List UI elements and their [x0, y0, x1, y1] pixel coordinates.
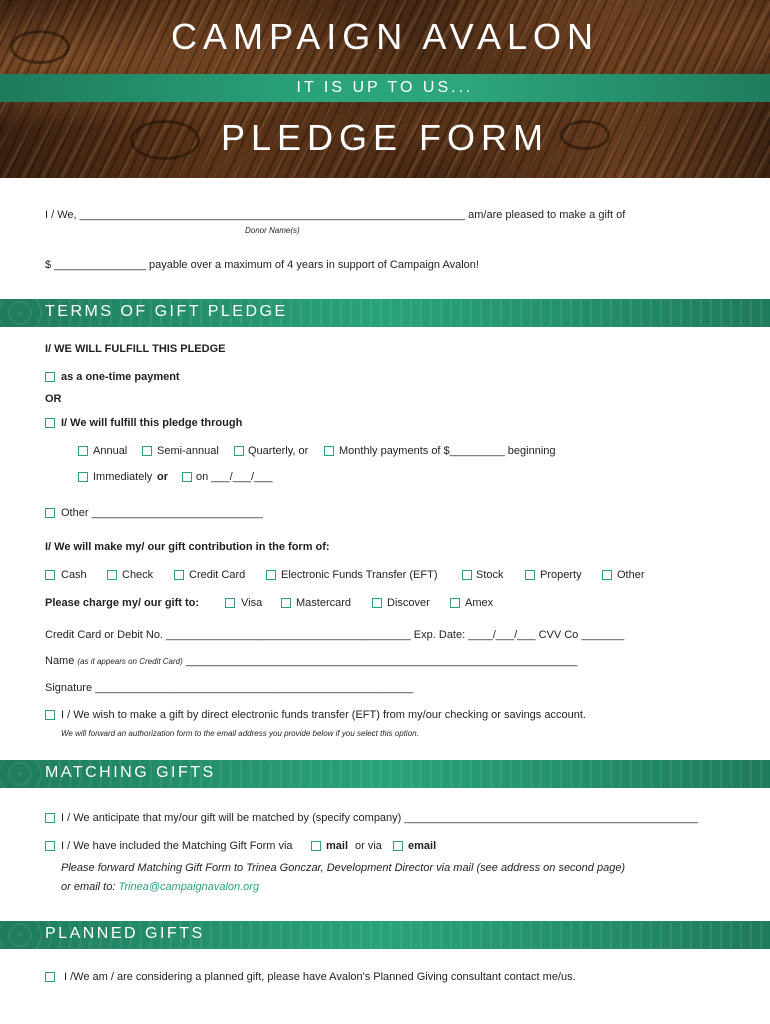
or-inline-label: or	[157, 471, 168, 483]
credit-card-checkbox[interactable]	[174, 570, 184, 580]
immediately-checkbox[interactable]	[78, 472, 88, 482]
or-via-label: or via	[355, 840, 382, 852]
monthly-label: Monthly payments of $_________ beginning	[339, 445, 556, 457]
discover-checkbox[interactable]	[372, 598, 382, 608]
installment-checkbox[interactable]	[45, 418, 55, 428]
other-form-checkbox[interactable]	[602, 570, 612, 580]
charge-label: Please charge my/ our gift to:	[45, 597, 200, 609]
quarterly-label: Quarterly, or	[248, 445, 309, 457]
tagline-band: IT IS UP TO US...	[0, 74, 770, 102]
signature-line[interactable]: Signature ____________________________________________________	[45, 682, 414, 694]
one-time-label: as a one-time payment	[61, 371, 180, 383]
matching-included-label: I / We have included the Matching Gift Form via	[61, 840, 293, 852]
visa-label: Visa	[241, 597, 263, 609]
or-email-label: or email to:	[61, 881, 116, 893]
contribution-form-heading: I/ We will make my/ our gift contribution in the form of:	[45, 541, 330, 553]
quarterly-checkbox[interactable]	[234, 446, 244, 456]
section-matching	[0, 760, 770, 788]
property-checkbox[interactable]	[525, 570, 535, 580]
or-label: OR	[45, 393, 62, 405]
immediately-label: Immediately	[93, 471, 153, 483]
header-banner	[0, 0, 770, 178]
stock-checkbox[interactable]	[462, 570, 472, 580]
other-form-label: Other	[617, 569, 645, 581]
credit-card-number-line[interactable]: Credit Card or Debit No. ________________________________________ Exp. Date: ____/___/___ CVV Co _______	[45, 629, 625, 641]
eft-checkbox[interactable]	[266, 570, 276, 580]
cardholder-name-note: (as it appears on Credit Card)	[77, 657, 183, 666]
via-email-checkbox[interactable]	[393, 841, 403, 851]
matching-email-line	[61, 881, 259, 893]
section-terms-heading: TERMS OF GIFT PLEDGE	[45, 303, 288, 320]
planned-gift-checkbox[interactable]	[45, 972, 55, 982]
property-label: Property	[540, 569, 582, 581]
via-mail-checkbox[interactable]	[311, 841, 321, 851]
cardholder-name-label: Name	[45, 655, 75, 667]
pledge-amount-line[interactable]: $ _______________ payable over a maximum of 4 years in support of Campaign Avalon!	[45, 259, 479, 271]
cardholder-name-line[interactable]	[45, 655, 577, 667]
amex-label: Amex	[465, 597, 494, 609]
eft-authorization-note: We will forward an authorization form to the email address you provide below if you select this option.	[61, 729, 419, 738]
donor-name-caption: Donor Name(s)	[245, 226, 300, 235]
via-email-label: email	[408, 840, 437, 852]
matching-anticipate-checkbox[interactable]	[45, 813, 55, 823]
check-label: Check	[122, 569, 154, 581]
contact-email-link[interactable]: Trinea@campaignavalon.org	[118, 881, 260, 893]
on-date-label: on ___/___/___	[196, 471, 273, 483]
check-checkbox[interactable]	[107, 570, 117, 580]
amex-checkbox[interactable]	[450, 598, 460, 608]
eft-authorization-label: I / We wish to make a gift by direct electronic funds transfer (EFT) from my/our checking or savings account.	[61, 709, 586, 721]
one-time-checkbox[interactable]	[45, 372, 55, 382]
annual-checkbox[interactable]	[78, 446, 88, 456]
planned-gift-label: I /We am / are considering a planned gift, please have Avalon's Planned Giving consultant contact me/us.	[64, 971, 576, 983]
other-schedule-label: Other ____________________________	[61, 507, 263, 519]
mastercard-label: Mastercard	[296, 597, 352, 609]
cash-label: Cash	[61, 569, 87, 581]
annual-label: Annual	[93, 445, 128, 457]
form-title: PLEDGE FORM	[220, 117, 550, 158]
visa-checkbox[interactable]	[225, 598, 235, 608]
stock-label: Stock	[476, 569, 504, 581]
section-planned-heading: PLANNED GIFTS	[45, 925, 205, 942]
on-date-checkbox[interactable]	[182, 472, 192, 482]
semi-annual-label: Semi-annual	[157, 445, 219, 457]
section-terms	[0, 299, 770, 327]
cash-checkbox[interactable]	[45, 570, 55, 580]
matching-anticipate-label: I / We anticipate that my/our gift will be matched by (specify company) ________________________________________________	[61, 812, 699, 824]
installment-label: I/ We will fulfill this pledge through	[61, 417, 243, 429]
campaign-title: CAMPAIGN AVALON	[170, 16, 600, 57]
donor-name-line[interactable]: I / We, _______________________________________________________________ am/are pleased to make a gift of	[45, 209, 626, 221]
cardholder-name-blank: ________________________________________________________________	[185, 655, 578, 667]
matching-included-checkbox[interactable]	[45, 841, 55, 851]
discover-label: Discover	[387, 597, 430, 609]
other-schedule-checkbox[interactable]	[45, 508, 55, 518]
section-matching-heading: MATCHING GIFTS	[45, 764, 216, 781]
monthly-checkbox[interactable]	[324, 446, 334, 456]
eft-authorization-checkbox[interactable]	[45, 710, 55, 720]
mastercard-checkbox[interactable]	[281, 598, 291, 608]
fulfill-heading: I/ WE WILL FULFILL THIS PLEDGE	[45, 343, 226, 355]
matching-forward-note: Please forward Matching Gift Form to Trinea Gonczar, Development Director via mail (see address on second page)	[61, 862, 626, 874]
eft-label: Electronic Funds Transfer (EFT)	[281, 569, 438, 581]
credit-card-label: Credit Card	[189, 569, 246, 581]
section-planned	[0, 921, 770, 949]
via-mail-label: mail	[326, 840, 349, 852]
semi-annual-checkbox[interactable]	[142, 446, 152, 456]
